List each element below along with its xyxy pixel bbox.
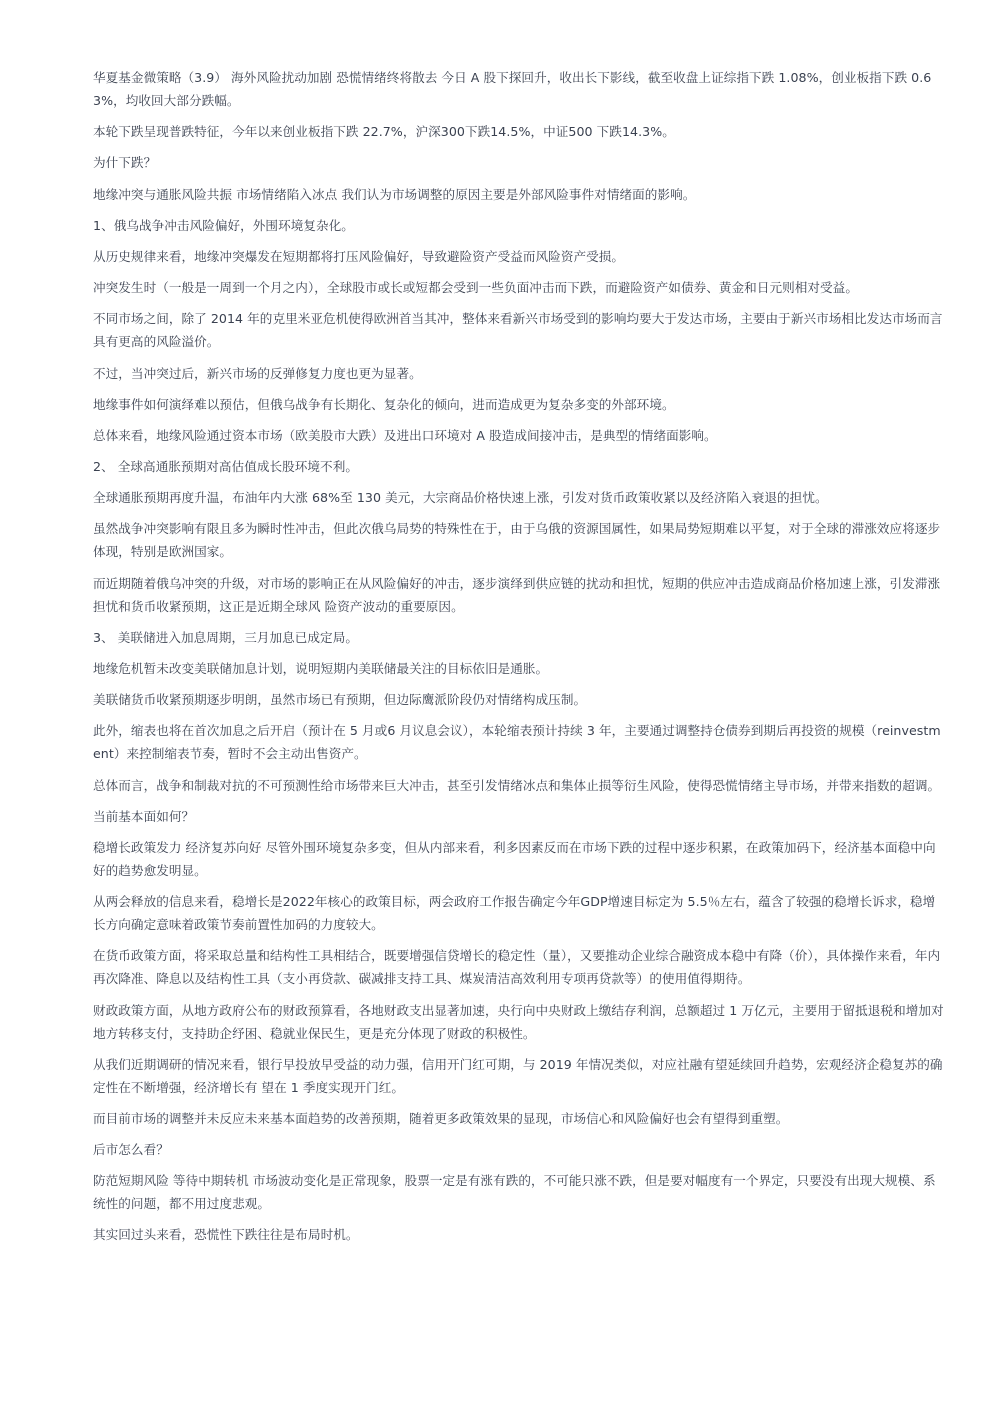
paragraph: 虽然战争冲突影响有限且多为瞬时性冲击，但此次俄乌局势的特殊性在于，由于乌俄的资源国属性，如果局势短期难以平复，对于全球的滞涨效应将逐步体现，特别是欧洲国家。: [93, 521, 941, 560]
section-heading-fundamentals: 当前基本面如何？: [93, 808, 195, 824]
paragraph: 地缘危机暂未改变美联储加息计划，说明短期内美联储最关注的目标依旧是通胀。: [93, 661, 549, 676]
subheading-point-2: 2、 全球高通胀预期对高估值成长股环境不利。: [93, 459, 358, 475]
paragraph-intro: 华夏基金微策略（3.9） 海外风险扰动加剧 恐慌情绪终将散去 今日 A 股下探回升，收出长下影线，截至收盘上证综指下跌 1.08%，创业板指下跌 0.63%，均收回大部分跌幅。: [93, 70, 932, 108]
paragraph-decline-stats: 本轮下跌呈现普跌特征，今年以来创业板指下跌 22.7%，沪深300下跌14.5%，中证500 下跌14.3%。: [93, 124, 675, 140]
paragraph: 而目前市场的调整并未反应未来基本面趋势的改善预期，随着更多政策效果的显现，市场信心和风险偏好也会有望得到重塑。: [93, 1110, 789, 1126]
paragraph: 而近期随着俄乌冲突的升级，对市场的影响正在从风险偏好的冲击，逐步演绎到供应链的扰动和担忧，短期的供应冲击造成商品价格加速上涨，引发滞涨担忧和货币收紧预期，这正是近期全球风 险资产波动的重要原因。: [93, 575, 941, 614]
paragraph: 从历史规律来看，地缘冲突爆发在短期都将打压风险偏好，导致避险资产受益而风险资产受损。: [93, 248, 625, 264]
paragraph: 地缘冲突与通胀风险共振 市场情绪陷入冰点 我们认为市场调整的原因主要是外部风险事件对情绪面的影响。: [93, 186, 696, 202]
subheading-point-1: 1、俄乌战争冲击风险偏好，外围环境复杂化。: [93, 217, 354, 233]
paragraph: 总体而言，战争和制裁对抗的不可预测性给市场带来巨大冲击，甚至引发情绪冰点和集体止损等衍生风险，使得恐慌情绪主导市场，并带来指数的超调。: [93, 777, 941, 793]
paragraph: 不同市场之间，除了 2014 年的克里米亚危机使得欧洲首当其冲，整体来看新兴市场受到的影响均要大于发达市场，主要由于新兴市场相比发达市场而言具有更高的风险溢价。: [93, 311, 943, 350]
section-heading-why-decline: 为什下跌？: [93, 155, 157, 171]
paragraph: 财政政策方面，从地方政府公布的财政预算看，各地财政支出显著加速，央行向中央财政上缴结存利润，总额超过 1 万亿元，主要用于留抵退税和增加对地方转移支付，支持助企纾困、稳就业保民生，更是充分体现了财政的积极性。: [93, 1002, 944, 1041]
paragraph: 此外，缩表也将在首次加息之后开启（预计在 5 月或6 月议息会议），本轮缩表预计持续 3 年，主要通过调整持仓债券到期后再投资的规模（reinvestment）来控制缩表节奏，暂时不会主动出售资产。: [93, 723, 941, 762]
paragraph: 稳增长政策发力 经济复苏向好 尽管外围环境复杂多变，但从内部来看，利多因素反而在市场下跌的过程中逐步积累，在政策加码下，经济基本面稳中向好的趋势愈发明显。: [93, 839, 936, 878]
paragraph: 不过，当冲突过后，新兴市场的反弹修复力度也更为显著。: [93, 365, 422, 381]
paragraph: 美联储货币收紧预期逐步明朗，虽然市场已有预期，但边际鹰派阶段仍对情绪构成压制。: [93, 692, 587, 708]
section-heading-outlook: 后市怎么看？: [93, 1142, 169, 1158]
subheading-point-3: 3、 美联储进入加息周期，三月加息已成定局。: [93, 629, 358, 645]
paragraph: 总体来看，地缘风险通过资本市场（欧美股市大跌）及进出口环境对 A 股造成间接冲击，是典型的情绪面影响。: [93, 427, 717, 443]
paragraph: 在货币政策方面，将采取总量和结构性工具相结合，既要增强信贷增长的稳定性（量），又要推动企业综合融资成本稳中有降（价），具体操作来看，年内再次降准、降息以及结构性工具（支小再贷款、碳减排支持工具、煤炭清洁高效利用专项再贷款等）的使用值得期待。: [93, 948, 941, 987]
paragraph: 从两会释放的信息来看，稳增长是2022年核心的政策目标，两会政府工作报告确定今年GDP增速目标定为 5.5％左右，蕴含了较强的稳增长诉求，稳增长方向确定意味着政策节奏前置性加码的力度较大。: [93, 894, 936, 933]
paragraph: 从我们近期调研的情况来看，银行早投放早受益的动力强，信用开门红可期，与 2019 年情况类似，对应社融有望延续回升趋势，宏观经济企稳复苏的确定性在不断增强，经济增长有 望在 1 季度实现开门红。: [93, 1056, 943, 1095]
paragraph-closing: 其实回过头来看，恐慌性下跌往往是布局时机。: [93, 1227, 359, 1243]
paragraph: 防范短期风险 等待中期转机 市场波动变化是正常现象，股票一定是有涨有跌的，不可能只涨不跌，但是要对幅度有一个界定，只要没有出现大规模、系统性的问题，都不用过度悲观。: [93, 1173, 936, 1212]
paragraph: 地缘事件如何演绎难以预估，但俄乌战争有长期化、复杂化的倾向，进而造成更为复杂多变的外部环境。: [93, 396, 675, 412]
paragraph: 全球通胀预期再度升温，布油年内大涨 68%至 130 美元，大宗商品价格快速上涨，引发对货币政策收紧以及经济陷入衰退的担忧。: [93, 490, 828, 506]
paragraph: 冲突发生时（一般是一周到一个月之内），全球股市或长或短都会受到一些负面冲击而下跌，而避险资产如债券、黄金和日元则相对受益。: [93, 280, 858, 296]
article-body: [93, 66, 945, 1246]
